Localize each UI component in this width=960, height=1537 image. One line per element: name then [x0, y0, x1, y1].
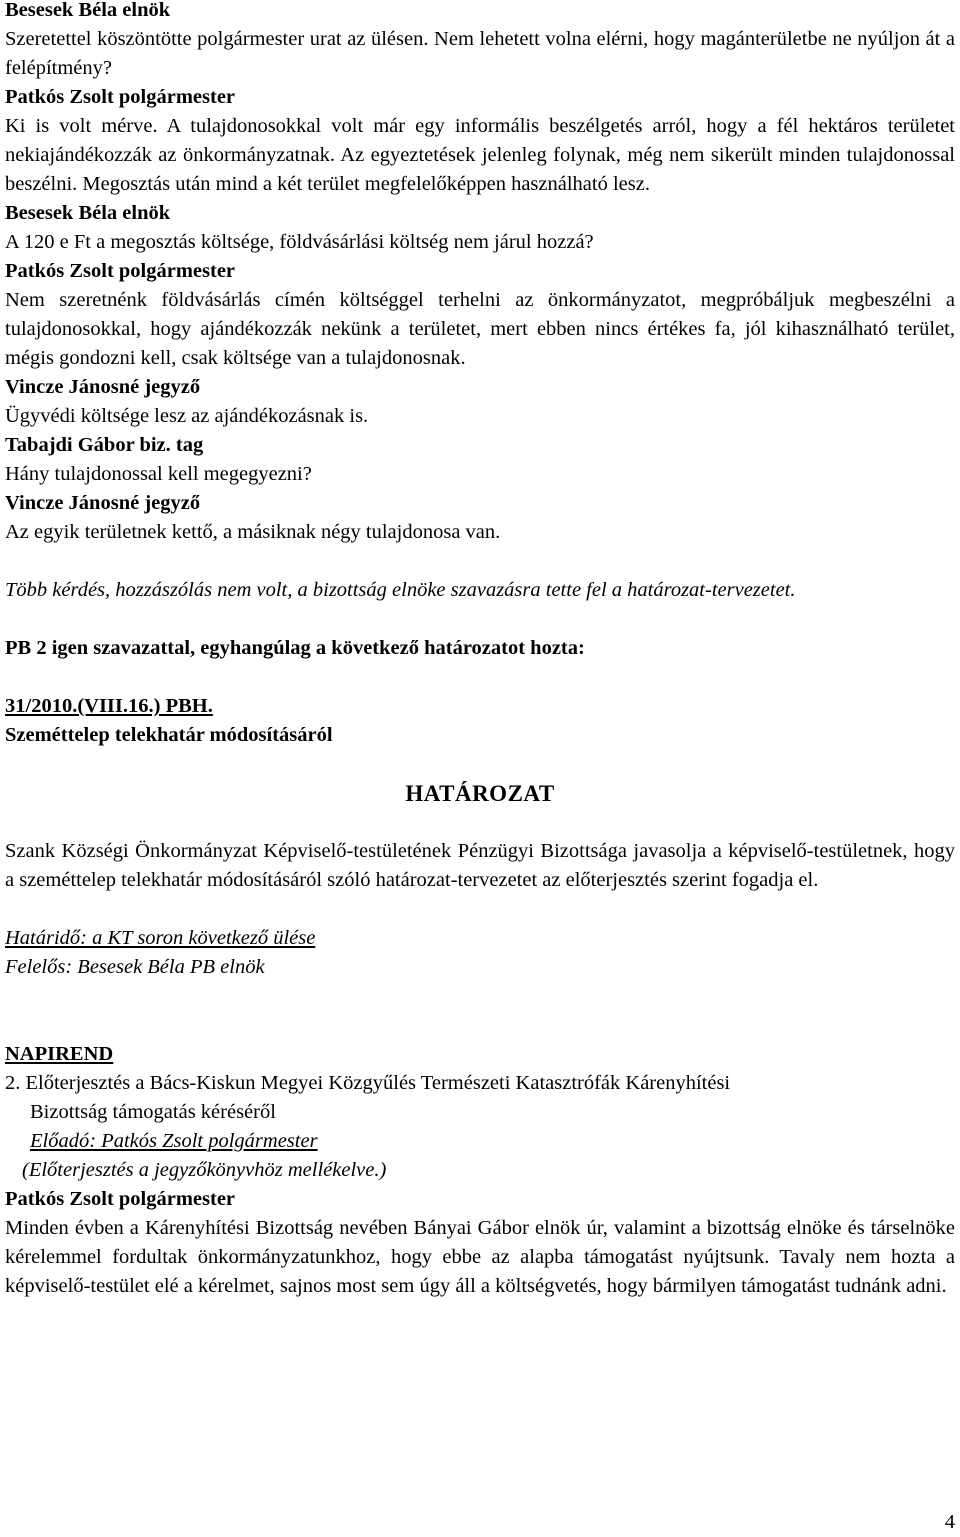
page-number: 4	[944, 1511, 955, 1533]
resolution-title: HATÁROZAT	[405, 781, 555, 806]
paragraph: Ki is volt mérve. A tulajdonosokkal volt már egy informális beszélgetés arról, hogy a fél hektáros területet nekiajándékozzák az önkormányzatnak. Az egyeztetések jelenleg folynak, még nem sikerült minden tulajdonossal beszélni. Megosztás után mind a két terület megfelelőképpen használható lesz.	[5, 115, 955, 195]
speaker-tabajdi: Tabajdi Gábor biz. tag	[5, 434, 204, 456]
spacer	[5, 982, 955, 1011]
agenda-item: 2. Előterjesztés a Bács-Kiskun Megyei Közgyűlés Természeti Katasztrófák Kárenyhítési	[5, 1072, 731, 1094]
speaker-vincze: Vincze Jánosné jegyző	[5, 492, 201, 514]
paragraph: Ügyvédi költsége lesz az ajándékozásnak is.	[5, 405, 369, 427]
attachment-note: (Előterjesztés a jegyzőkönyvhöz mellékelve.)	[22, 1159, 387, 1181]
spacer	[5, 808, 955, 837]
speaker-patkos: Patkós Zsolt polgármester	[5, 1188, 236, 1210]
paragraph: Hány tulajdonossal kell megegyezni?	[5, 463, 312, 485]
spacer	[5, 1011, 955, 1040]
paragraph: Az egyik területnek kettő, a másiknak négy tulajdonosa van.	[5, 521, 501, 543]
document-page	[5, 0, 955, 1301]
agenda-heading: NAPIREND	[5, 1043, 114, 1065]
resolution-number: 31/2010.(VIII.16.) PBH.	[5, 695, 213, 717]
speaker-besesek: Besesek Béla elnök	[5, 0, 171, 21]
spacer	[5, 663, 955, 692]
spacer	[5, 605, 955, 634]
speaker-patkos: Patkós Zsolt polgármester	[5, 86, 236, 108]
vote-result: PB 2 igen szavazattal, egyhangúlag a következő határozatot hozta:	[5, 637, 585, 659]
paragraph: Szeretettel köszöntötte polgármester urat az ülésen. Nem lehetett volna elérni, hogy magánterületbe ne nyúljon át a felépítmény?	[5, 28, 955, 79]
spacer	[5, 750, 955, 779]
resolution-body: Szank Községi Önkormányzat Képviselő-testületének Pénzügyi Bizottsága javasolja a képviselő-testületnek, hogy a szeméttelep telekhatár módosításáról szóló határozat-tervezetet az előterjesztés szerint fogadja el.	[5, 840, 955, 891]
speaker-patkos: Patkós Zsolt polgármester	[5, 260, 236, 282]
resolution-subject: Szeméttelep telekhatár módosításáról	[5, 724, 333, 746]
speaker-besesek: Besesek Béla elnök	[5, 202, 171, 224]
responsible: Felelős: Besesek Béla PB elnök	[5, 956, 265, 978]
paragraph: Minden évben a Kárenyhítési Bizottság nevében Bányai Gábor elnök úr, valamint a bizottság elnöke és társelnöke kérelemmel fordultak önkormányzatunkhoz, hogy ebbe az alapba támogatást nyújtsunk. Tavaly nem hozta a képviselő-testület elé a kérelmet, sajnos most sem úgy áll a költségvetés, hogy bármilyen támogatást tudnánk adni.	[5, 1217, 955, 1297]
paragraph: A 120 e Ft a megosztás költsége, földvásárlási költség nem járul hozzá?	[5, 231, 594, 253]
speaker-vincze: Vincze Jánosné jegyző	[5, 376, 201, 398]
deadline: Határidő: a KT soron következő ülése	[5, 927, 316, 949]
spacer	[5, 895, 955, 924]
paragraph: Nem szeretnénk földvásárlás címén költséggel terhelni az önkormányzatot, megpróbáljuk megbeszélni a tulajdonosokkal, hogy ajándékozzák nekünk a területet, mert ebben nincs értékes fa, jól kihasználható terület, mégis gondozni kell, csak költsége van a tulajdonosnak.	[5, 289, 955, 369]
spacer	[5, 547, 955, 576]
agenda-item-cont: Bizottság támogatás kéréséről	[30, 1101, 276, 1123]
procedure-note: Több kérdés, hozzászólás nem volt, a bizottság elnöke szavazásra tette fel a határozat-tervezetet.	[5, 579, 796, 601]
presenter: Előadó: Patkós Zsolt polgármester	[30, 1130, 318, 1152]
